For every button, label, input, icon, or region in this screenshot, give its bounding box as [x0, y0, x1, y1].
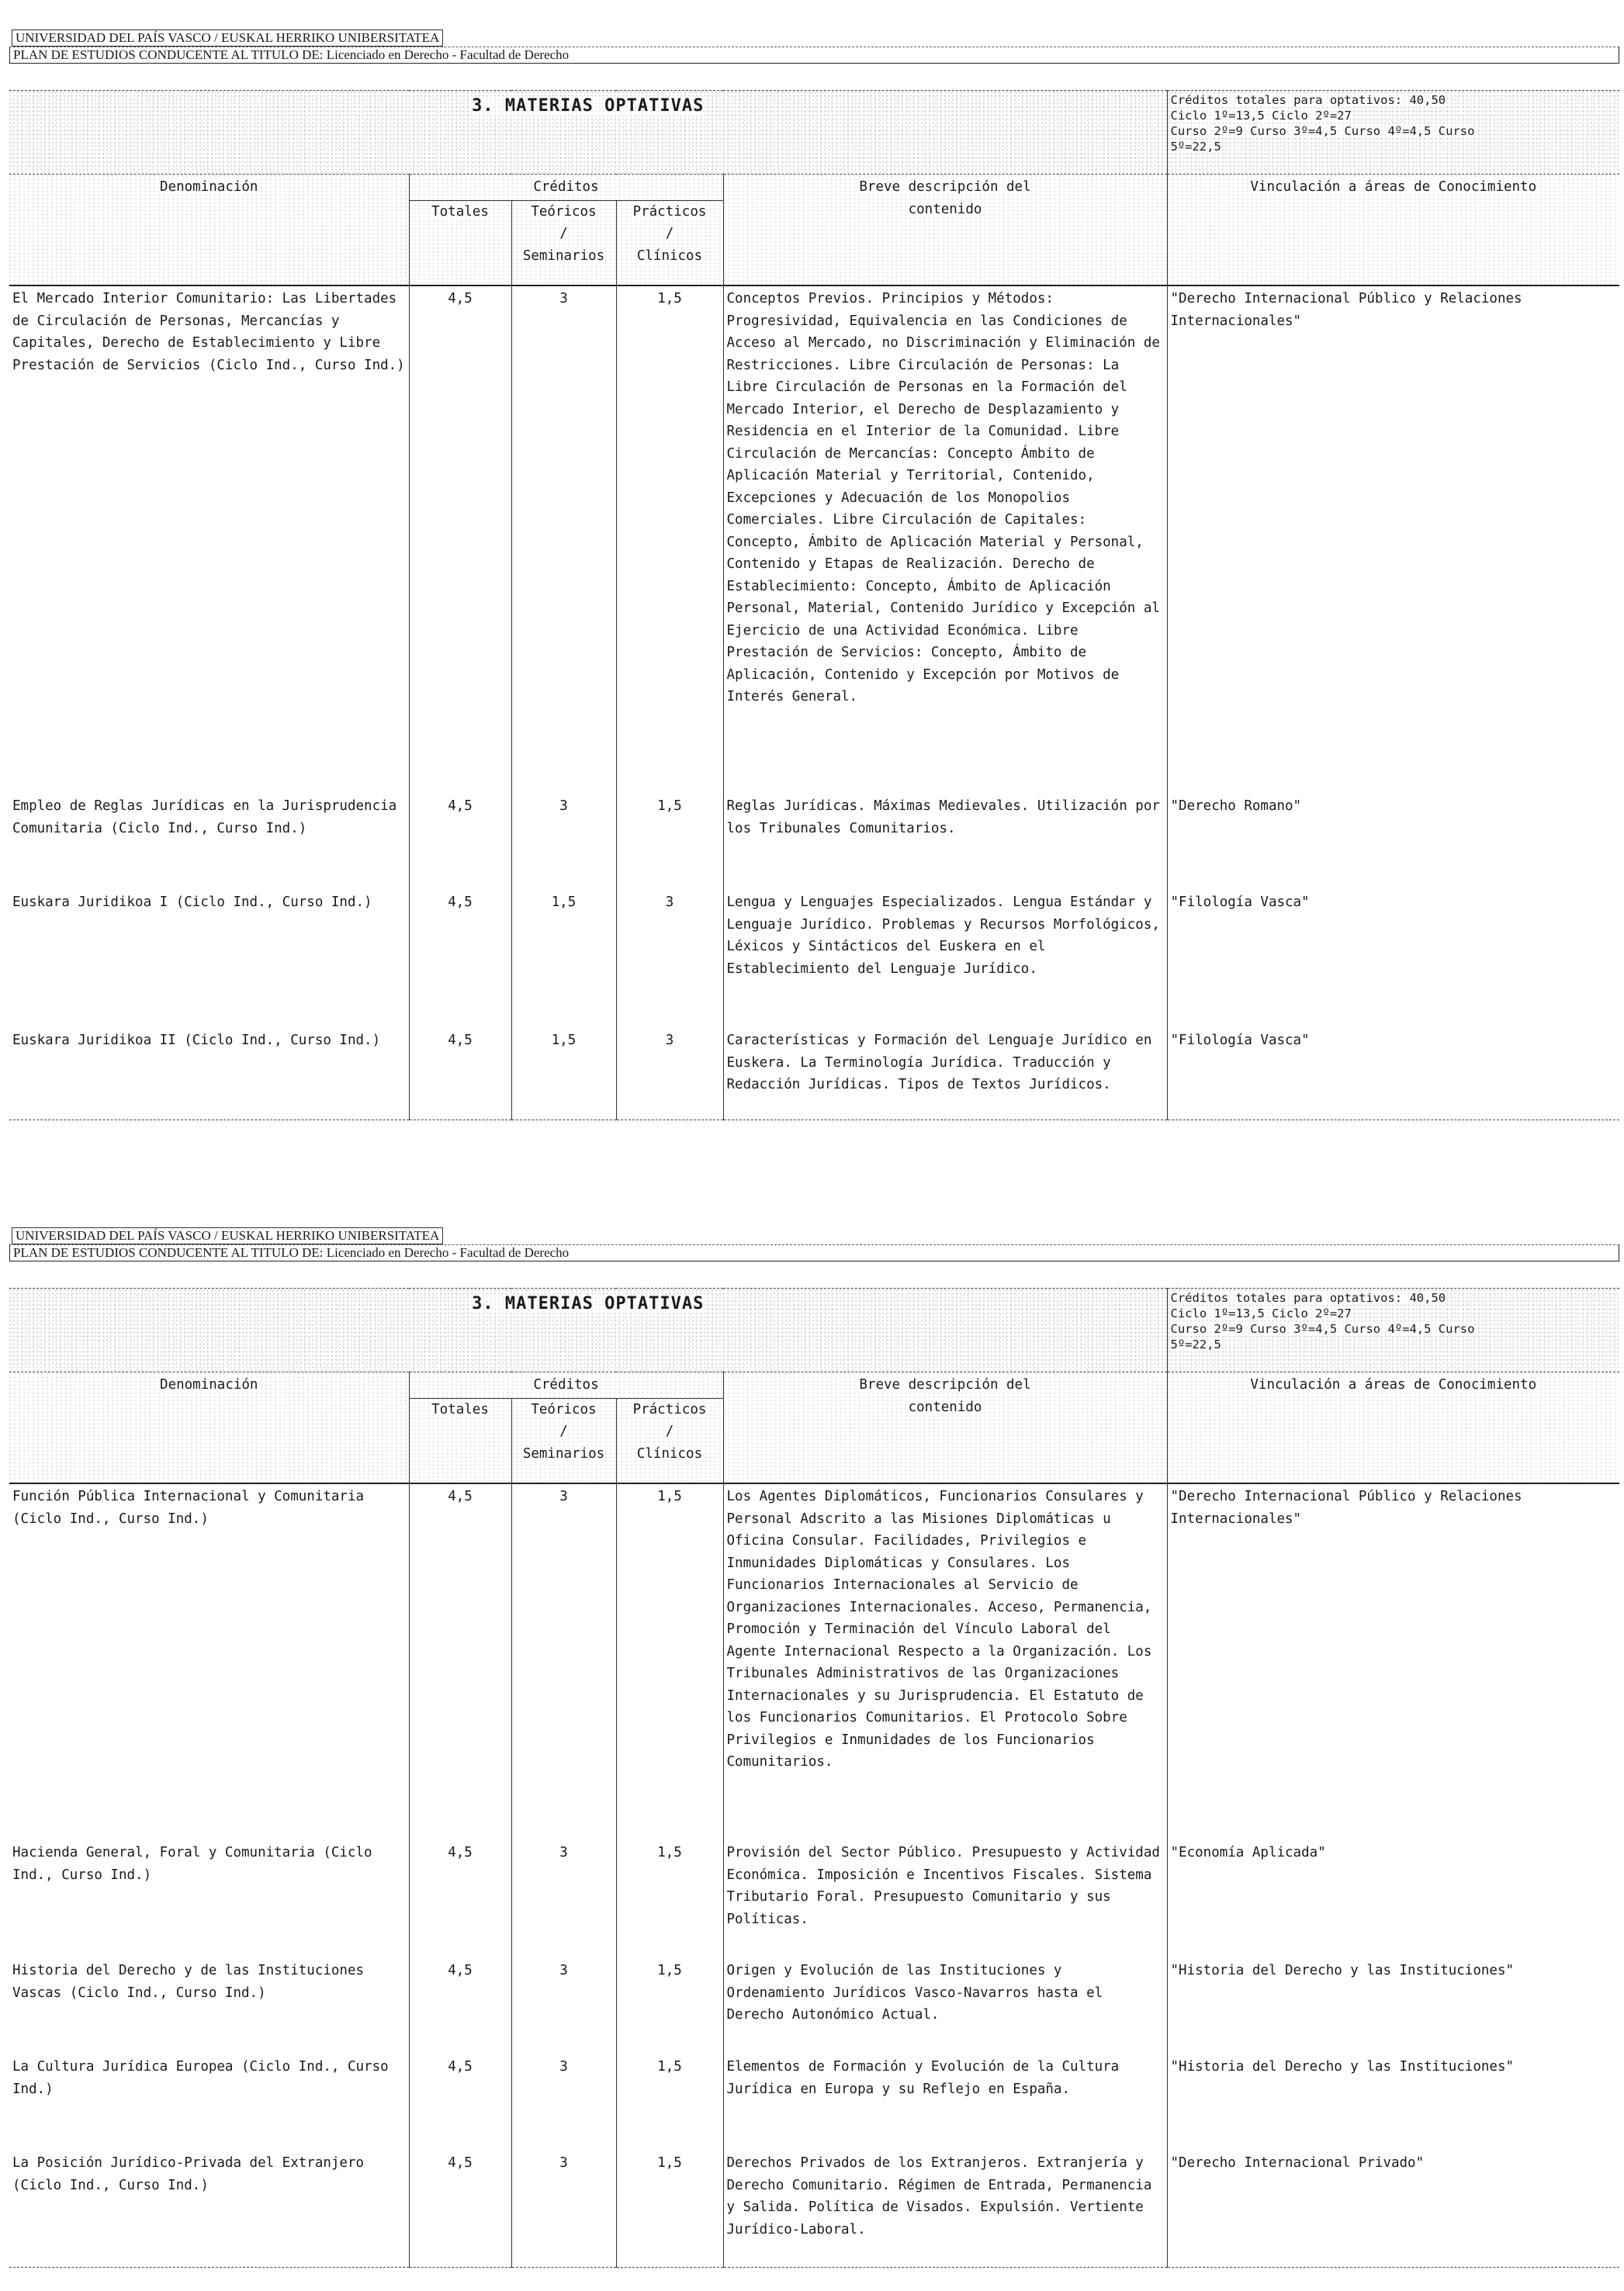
credits-practice: 1,5	[616, 1958, 723, 2054]
knowledge-area: "Derecho Romano"	[1167, 794, 1619, 890]
credits-practice: 1,5	[616, 2151, 723, 2267]
header-totales: Totales	[409, 1398, 511, 1483]
university-header: UNIVERSIDAD DEL PAÍS VASCO / EUSKAL HERRIKO UNIBERSITATEA	[12, 29, 443, 47]
subject-name: Historia del Derecho y de las Instituciones Vascas (Ciclo Ind., Curso Ind.)	[12, 1963, 365, 2001]
credits-practice: 1,5	[616, 1483, 723, 1840]
credits-total: 4,5	[409, 1483, 511, 1840]
knowledge-area: "Derecho Internacional Público y Relaciones Internacionales"	[1167, 1483, 1619, 1840]
credits-theory: 3	[511, 794, 616, 890]
header-vinculacion: Vinculación a áreas de Conocimiento	[1167, 175, 1619, 286]
table-row	[9, 2151, 1619, 2267]
credits-practice: 1,5	[616, 2054, 723, 2151]
header-teoricos: Teóricos / Seminarios	[511, 200, 616, 286]
document-page-1	[9, 29, 1619, 1120]
header-creditos: Créditos	[409, 1372, 723, 1399]
subject-description: Reglas Jurídicas. Máximas Medievales. Utilización por los Tribunales Comunitarios.	[723, 794, 1167, 890]
subject-description: Derechos Privados de los Extranjeros. Extranjería y Derecho Comunitario. Régimen de Entrada, Permanencia y Salida. Política de Visados. Expulsión. Vertiente Jurídico-Laboral.	[723, 2151, 1167, 2267]
credits-practice: 1,5	[616, 1840, 723, 1958]
table-row	[9, 1840, 1619, 1958]
subject-name: Hacienda General, Foral y Comunitaria (Ciclo Ind., Curso Ind.)	[12, 1845, 372, 1883]
credits-theory: 1,5	[511, 1028, 616, 1120]
university-header: UNIVERSIDAD DEL PAÍS VASCO / EUSKAL HERRIKO UNIBERSITATEA	[12, 1227, 443, 1244]
credits-theory: 1,5	[511, 890, 616, 1028]
credits-total: 4,5	[409, 2151, 511, 2267]
subject-description: Origen y Evolución de las Instituciones y Ordenamiento Jurídicos Vasco-Navarros hasta el Derecho Autonómico Actual.	[723, 1958, 1167, 2054]
knowledge-area: "Derecho Internacional Privado"	[1167, 2151, 1619, 2267]
header-teoricos: Teóricos / Seminarios	[511, 1398, 616, 1483]
knowledge-area: "Economía Aplicada"	[1167, 1840, 1619, 1958]
document-page-2	[9, 1227, 1619, 2268]
credits-practice: 1,5	[616, 794, 723, 890]
subject-name: Euskara Juridikoa II (Ciclo Ind., Curso Ind.)	[9, 1028, 409, 1120]
subject-name: Euskara Juridikoa I (Ciclo Ind., Curso Ind.)	[12, 895, 372, 910]
subject-name: El Mercado Interior Comunitario: Las Libertades de Circulación de Personas, Mercancías y Capitales, Derecho de Establecimiento y Libre Prestación de Servicios (Ciclo Ind., Curso Ind.)	[12, 291, 405, 373]
subject-description: Provisión del Sector Público. Presupuesto y Actividad Económica. Imposición e Incentivos Fiscales. Sistema Tributario Foral. Presupuesto Comunitario y sus Políticas.	[723, 1840, 1167, 1958]
subject-description: Los Agentes Diplomáticos, Funcionarios Consulares y Personal Adscrito a las Misiones Diplomáticas u Oficina Consular. Facilidades, Privilegios e Inmunidades Diplomáticas y Consulares. Los Funcionarios Internacionales al Servicio de Organizaciones Internacionales. Acceso, Permanencia, Promoción y Terminación del Vínculo Laboral del Agente Internacional Respecto a la Organización. Los Tribunales Administrativos de las Organizaciones Internacionales y su Jurisprudencia. El Estatuto de los Funcionarios Comunitarios. El Protocolo Sobre Privilegios e Inmunidades de los Funcionarios Comunitarios.	[723, 1483, 1167, 1840]
table-row	[9, 2054, 1619, 2151]
credits-theory: 3	[511, 1958, 616, 2054]
header-creditos: Créditos	[409, 175, 723, 201]
subject-name: Función Pública Internacional y Comunitaria (Ciclo Ind., Curso Ind.)	[12, 1489, 365, 1527]
section-title: 3. MATERIAS OPTATIVAS	[9, 91, 1167, 175]
subject-description: Elementos de Formación y Evolución de la Cultura Jurídica en Europa y su Reflejo en España.	[723, 2054, 1167, 2151]
table-row	[9, 1483, 1619, 1840]
header-practicos: Prácticos / Clínicos	[616, 1398, 723, 1483]
knowledge-area: "Filología Vasca"	[1167, 890, 1619, 1028]
credits-practice: 1,5	[616, 286, 723, 794]
table-row	[9, 1958, 1619, 2054]
table-row	[9, 1028, 1619, 1120]
credits-practice: 3	[616, 1028, 723, 1120]
optional-subjects-table	[9, 90, 1619, 1120]
subject-name: La Cultura Jurídica Europea (Ciclo Ind., Curso Ind.)	[12, 2059, 389, 2097]
credits-total: 4,5	[409, 890, 511, 1028]
credits-total: 4,5	[409, 2054, 511, 2151]
subject-name: La Posición Jurídico-Privada del Extranjero (Ciclo Ind., Curso Ind.)	[9, 2151, 409, 2267]
header-descripcion: Breve descripción del contenido	[723, 175, 1167, 286]
credits-total: 4,5	[409, 286, 511, 794]
credits-total: 4,5	[409, 1840, 511, 1958]
subject-name: Empleo de Reglas Jurídicas en la Jurisprudencia Comunitaria (Ciclo Ind., Curso Ind.)	[12, 798, 397, 836]
subject-description: Conceptos Previos. Principios y Métodos: Progresividad, Equivalencia en las Condiciones de Acceso al Mercado, no Discriminación y Eliminación de Restricciones. Libre Circulación de Personas: La Libre Circulación de Personas en la Formación del Mercado Interior, el Derecho de Desplazamiento y Residencia en el Interior de la Comunidad. Libre Circulación de Mercancías: Concepto Ámbito de Aplicación Material y Territorial, Contenido, Excepciones y Adecuación de los Monopolios Comerciales. Libre Circulación de Capitales: Concepto, Ámbito de Aplicación Material y Personal, Contenido y Etapas de Realización. Derecho de Establecimiento: Concepto, Ámbito de Aplicación Personal, Material, Contenido Jurídico y Excepción al Ejercicio de una Actividad Económica. Libre Prestación de Servicios: Concepto, Ámbito de Aplicación, Contenido y Excepción por Motivos de Interés General.	[723, 286, 1167, 794]
header-vinculacion: Vinculación a áreas de Conocimiento	[1167, 1372, 1619, 1484]
credits-theory: 3	[511, 1483, 616, 1840]
credits-total: 4,5	[409, 794, 511, 890]
plan-header: PLAN DE ESTUDIOS CONDUCENTE AL TITULO DE: Licenciado en Derecho - Facultad de Derecho	[9, 47, 1619, 64]
knowledge-area: "Filología Vasca"	[1167, 1028, 1619, 1120]
subject-description: Características y Formación del Lenguaje Jurídico en Euskera. La Terminología Jurídica. Traducción y Redacción Jurídicas. Tipos de Textos Jurídicos.	[723, 1028, 1167, 1120]
credits-practice: 3	[616, 890, 723, 1028]
table-row	[9, 794, 1619, 890]
subject-description: Lengua y Lenguajes Especializados. Lengua Estándar y Lenguaje Jurídico. Problemas y Recursos Morfológicos, Léxicos y Sintácticos del Euskera en el Establecimiento del Lenguaje Jurídico.	[723, 890, 1167, 1028]
header-practicos: Prácticos / Clínicos	[616, 200, 723, 286]
credits-theory: 3	[511, 286, 616, 794]
header-denominacion: Denominación	[9, 1372, 409, 1484]
header-denominacion: Denominación	[9, 175, 409, 286]
credits-total: 4,5	[409, 1958, 511, 2054]
knowledge-area: "Derecho Internacional Público y Relaciones Internacionales"	[1167, 286, 1619, 794]
knowledge-area: "Historia del Derecho y las Instituciones"	[1167, 2054, 1619, 2151]
credits-theory: 3	[511, 1840, 616, 1958]
credits-note: Créditos totales para optativos: 40,50 Ciclo 1º=13,5 Ciclo 2º=27 Curso 2º=9 Curso 3º=4,5 Curso 4º=4,5 Curso 5º=22,5	[1167, 1289, 1619, 1372]
optional-subjects-table	[9, 1288, 1619, 2268]
credits-note: Créditos totales para optativos: 40,50 Ciclo 1º=13,5 Ciclo 2º=27 Curso 2º=9 Curso 3º=4,5 Curso 4º=4,5 Curso 5º=22,5	[1167, 91, 1619, 175]
table-row	[9, 286, 1619, 794]
credits-total: 4,5	[409, 1028, 511, 1120]
credits-theory: 3	[511, 2054, 616, 2151]
table-row	[9, 890, 1619, 1028]
header-descripcion: Breve descripción del contenido	[723, 1372, 1167, 1484]
header-totales: Totales	[409, 200, 511, 286]
credits-theory: 3	[511, 2151, 616, 2267]
knowledge-area: "Historia del Derecho y las Instituciones"	[1167, 1958, 1619, 2054]
plan-header: PLAN DE ESTUDIOS CONDUCENTE AL TITULO DE: Licenciado en Derecho - Facultad de Derecho	[9, 1244, 1619, 1261]
section-title: 3. MATERIAS OPTATIVAS	[9, 1289, 1167, 1372]
